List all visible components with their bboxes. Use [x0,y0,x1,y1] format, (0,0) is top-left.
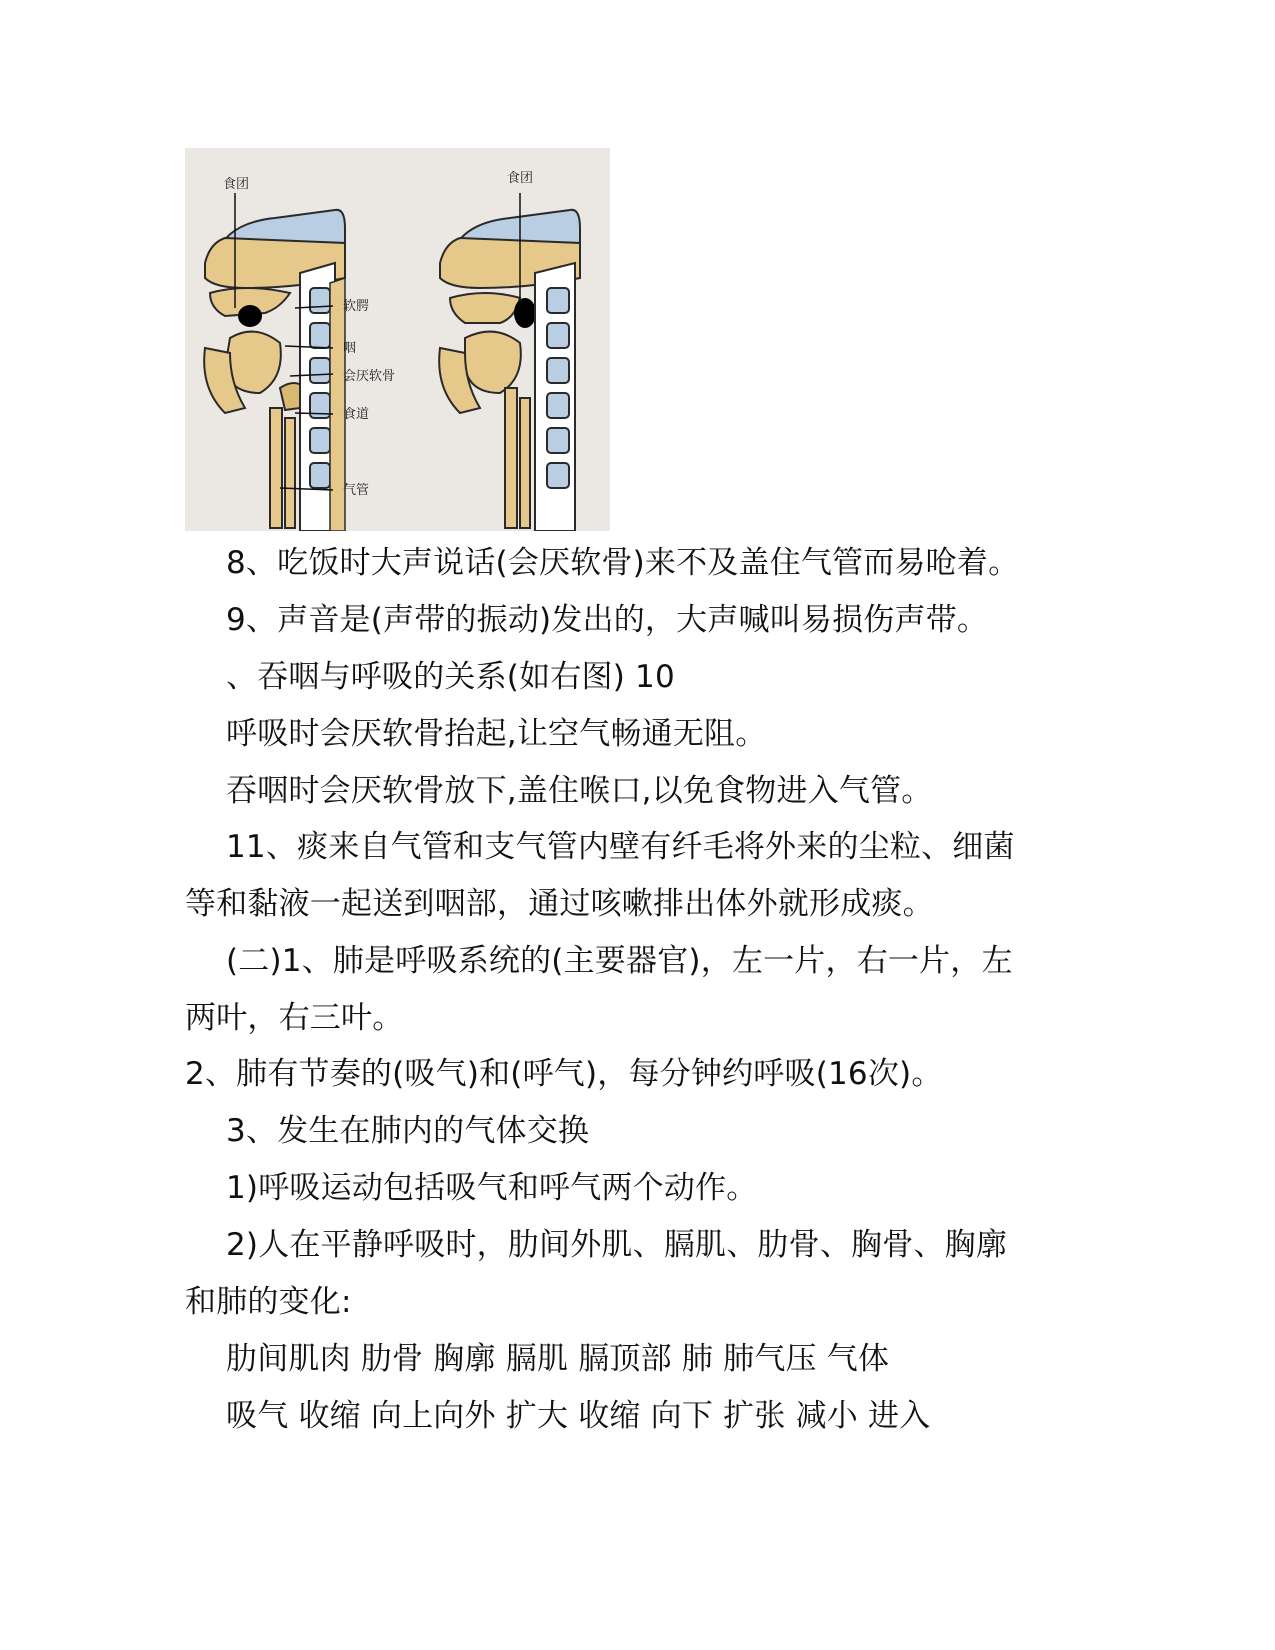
text-line: 2)人在平静呼吸时，肋间外肌、膈肌、肋骨、胸骨、胸廓 [226,1227,1008,1263]
text-line: 肋间肌肉 肋骨 胸廓 膈肌 膈顶部 肺 肺气压 气体 [226,1341,890,1377]
text-line: 1)呼吸运动包括吸气和呼气两个动作。 [226,1170,758,1206]
label-trachea: 气管 [343,483,370,498]
text-line: 2、肺有节奏的(吸气)和(呼气)，每分钟约呼吸(16次)。 [185,1056,943,1092]
label-pharynx: 咽 [343,341,357,356]
text-line: 、吞咽与呼吸的关系(如右图) 10 [226,659,675,695]
text-line: 11、痰来自气管和支气管内壁有纤毛将外来的尘粒、细菌 [226,829,1015,865]
label-esophagus: 食道 [343,407,370,422]
label-soft-palate: 软腭 [343,299,370,314]
left-head-section [204,193,345,531]
text-line: 和肺的变化: [185,1284,352,1320]
label-food-bolus-left: 食团 [223,177,250,192]
text-line: 8、吃饭时大声说话(会厌软骨)来不及盖住气管而易呛着。 [226,545,1020,581]
text-line: 吸气 收缩 向上向外 扩大 收缩 向下 扩张 减小 进入 [226,1398,931,1434]
text-line: 两叶，右三叶。 [185,1000,404,1036]
text-line: (二)1、肺是呼吸系统的(主要器官)，左一片，右一片，左 [226,943,1013,979]
swallowing-diagram [185,148,610,531]
right-head-section [439,193,580,531]
label-food-bolus-right: 食团 [507,171,534,186]
text-line: 呼吸时会厌软骨抬起,让空气畅通无阻。 [226,716,767,752]
text-line: 吞咽时会厌软骨放下,盖住喉口,以免食物进入气管。 [226,773,933,809]
text-line: 等和黏液一起送到咽部，通过咳嗽排出体外就形成痰。 [185,886,934,922]
text-line: 9、声音是(声带的振动)发出的，大声喊叫易损伤声带。 [226,602,989,638]
label-epiglottis: 会厌软骨 [343,369,396,384]
text-line: 3、发生在肺内的气体交换 [226,1113,590,1149]
